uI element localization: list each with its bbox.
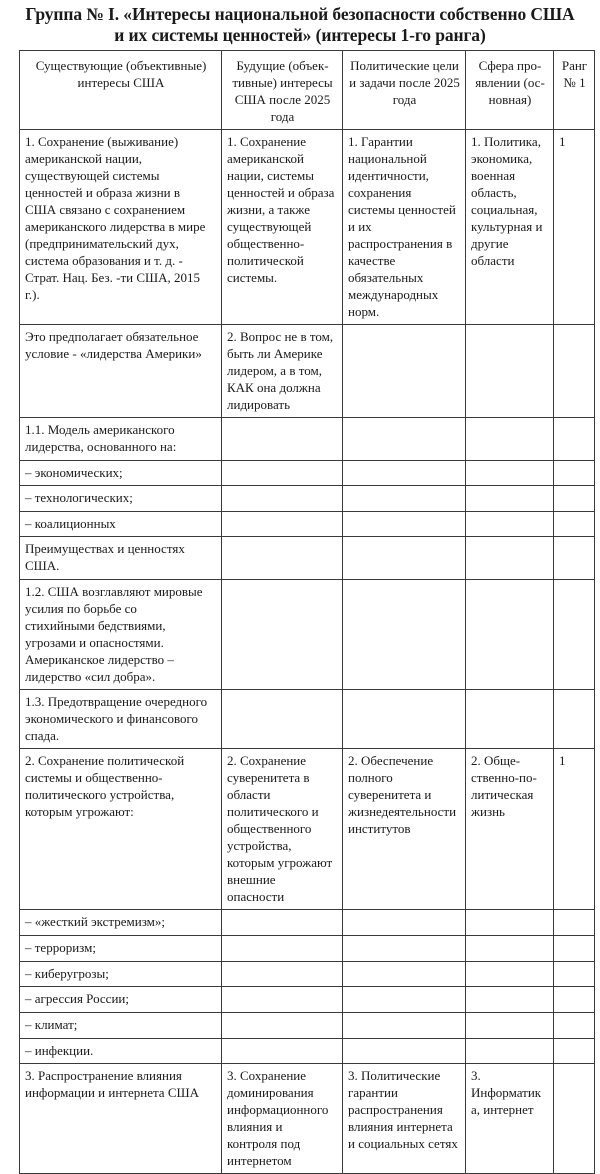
cell-future-interests — [222, 936, 343, 962]
table-row — [20, 1039, 595, 1064]
cell-text: – технологических; — [25, 490, 133, 505]
title-line-1: Группа № I. «Интересы национальной безопасности собственно США — [25, 4, 575, 24]
cell-political-goals — [343, 962, 466, 987]
header-current-interests — [20, 51, 222, 130]
cell-future-interests — [222, 1039, 343, 1064]
cell-current-interests — [20, 910, 222, 936]
cell-text: – «жесткий экстремизм»; — [25, 914, 166, 929]
cell-text: 1.2. США возглавляют мировые усилия по борьбе со стихийными бедствиями, угрозами и опасностями. Американское лидерство – лидерство «сил добра». — [25, 584, 203, 684]
cell-current-interests — [20, 486, 222, 512]
cell-rank — [554, 1013, 595, 1039]
cell-text: 1 — [559, 134, 566, 149]
table-row — [20, 580, 595, 690]
cell-future-interests — [222, 461, 343, 486]
header-rank — [554, 51, 595, 130]
cell-text: – экономических; — [25, 465, 123, 480]
interests-table — [19, 50, 595, 1174]
cell-rank — [554, 130, 595, 325]
cell-rank — [554, 936, 595, 962]
cell-political-goals — [343, 486, 466, 512]
cell-current-interests — [20, 418, 222, 461]
cell-text: 1. Сохранение (выживание) американской нации, существующей системы ценностей и образа жизни в США связано с сохранением американского лидерства в мире (предпринимательский дух, система образования и т. д. - Страт. Нац. Без. -ти США, 2015 г.). — [25, 134, 206, 302]
cell-current-interests — [20, 325, 222, 418]
cell-future-interests — [222, 690, 343, 749]
cell-political-goals — [343, 512, 466, 537]
cell-text: – киберугрозы; — [25, 966, 109, 981]
cell-rank — [554, 962, 595, 987]
cell-future-interests — [222, 130, 343, 325]
cell-current-interests — [20, 461, 222, 486]
table-row — [20, 537, 595, 580]
cell-sphere — [466, 749, 554, 910]
cell-rank — [554, 749, 595, 910]
cell-text: 3. Сохранение доминирования информационного влияния и контроля под интернетом — [227, 1068, 329, 1168]
cell-future-interests — [222, 749, 343, 910]
cell-current-interests — [20, 962, 222, 987]
header-label: Ранг № 1 — [561, 58, 588, 90]
cell-sphere — [466, 690, 554, 749]
cell-political-goals — [343, 910, 466, 936]
cell-future-interests — [222, 537, 343, 580]
cell-text: 2. Сохранение политической системы и общественно- политического устройства, которым угрожают: — [25, 753, 185, 819]
cell-sphere — [466, 1013, 554, 1039]
cell-rank — [554, 690, 595, 749]
cell-text: 1. Политика, экономика, военная область, социальная, культурная и другие области — [471, 134, 543, 268]
cell-sphere — [466, 418, 554, 461]
cell-current-interests — [20, 1064, 222, 1174]
cell-text: 2. Сохранение суверенитета в области политического и общественного устройства, которым угрожают внешние опасности — [227, 753, 333, 904]
cell-rank — [554, 1064, 595, 1174]
header-label: Политические цели и задачи после 2025 года — [349, 58, 460, 107]
cell-political-goals — [343, 1064, 466, 1174]
cell-text: 1. Сохранение американской нации, системы ценностей и образа жизни, а также существующей общественно- политической системы. — [227, 134, 335, 285]
cell-current-interests — [20, 1039, 222, 1064]
cell-sphere — [466, 537, 554, 580]
cell-sphere — [466, 962, 554, 987]
cell-text: 2. Обеспечение полного суверенитета и жизнедеятельности институтов — [348, 753, 457, 836]
cell-text: 1.3. Предотвращение очередного экономического и финансового спада. — [25, 694, 208, 743]
cell-political-goals — [343, 325, 466, 418]
cell-sphere — [466, 987, 554, 1013]
table-row — [20, 987, 595, 1013]
cell-sphere — [466, 910, 554, 936]
cell-current-interests — [20, 537, 222, 580]
cell-text: – климат; — [25, 1017, 78, 1032]
table-row — [20, 512, 595, 537]
table-row — [20, 962, 595, 987]
cell-political-goals — [343, 1039, 466, 1064]
cell-current-interests — [20, 580, 222, 690]
cell-political-goals — [343, 1013, 466, 1039]
cell-text: 1.1. Модель американского лидерства, основанного на: — [25, 422, 177, 454]
table-row — [20, 690, 595, 749]
table-row — [20, 749, 595, 910]
cell-text: – терроризм; — [25, 940, 96, 955]
cell-rank — [554, 1039, 595, 1064]
header-sphere — [466, 51, 554, 130]
cell-text: – инфекции. — [25, 1043, 94, 1058]
cell-future-interests — [222, 962, 343, 987]
cell-current-interests — [20, 1013, 222, 1039]
cell-future-interests — [222, 486, 343, 512]
cell-text: 3. Распространение влияния информации и интернета США — [25, 1068, 200, 1100]
cell-sphere — [466, 130, 554, 325]
table-row — [20, 1064, 595, 1174]
table-row — [20, 910, 595, 936]
cell-text: 3. Политические гарантии распространения влияния интернета и социальных сетях — [348, 1068, 458, 1151]
header-row — [20, 51, 595, 130]
cell-future-interests — [222, 1013, 343, 1039]
cell-future-interests — [222, 987, 343, 1013]
cell-sphere — [466, 325, 554, 418]
cell-political-goals — [343, 987, 466, 1013]
cell-text: – коалиционных — [25, 516, 116, 531]
cell-future-interests — [222, 325, 343, 418]
header-label: Сфера про- явлении (ос- новная) — [475, 58, 545, 107]
cell-political-goals — [343, 690, 466, 749]
header-label: Будущие (объек- тивные) интересы США после 2025 года — [232, 58, 333, 124]
table-row — [20, 325, 595, 418]
cell-rank — [554, 537, 595, 580]
title-line-2: и их системы ценностей» (интересы 1-го ранга) — [114, 25, 486, 45]
cell-text: Преимуществах и ценностях США. — [25, 541, 185, 573]
cell-future-interests — [222, 910, 343, 936]
cell-political-goals — [343, 418, 466, 461]
cell-political-goals — [343, 936, 466, 962]
cell-rank — [554, 580, 595, 690]
cell-current-interests — [20, 987, 222, 1013]
cell-sphere — [466, 1064, 554, 1174]
cell-political-goals — [343, 580, 466, 690]
cell-sphere — [466, 461, 554, 486]
cell-future-interests — [222, 1064, 343, 1174]
table-row — [20, 486, 595, 512]
cell-current-interests — [20, 512, 222, 537]
header-future-interests — [222, 51, 343, 130]
cell-rank — [554, 461, 595, 486]
table-row — [20, 418, 595, 461]
cell-future-interests — [222, 418, 343, 461]
cell-text: 1 — [559, 753, 566, 768]
table-row — [20, 1013, 595, 1039]
cell-text: 1. Гарантии национальной идентичности, сохранения системы ценностей и их распространения в качестве обязательных международных норм. — [348, 134, 456, 319]
table-row — [20, 936, 595, 962]
cell-sphere — [466, 486, 554, 512]
cell-rank — [554, 987, 595, 1013]
cell-current-interests — [20, 936, 222, 962]
cell-rank — [554, 325, 595, 418]
table-row — [20, 461, 595, 486]
cell-political-goals — [343, 749, 466, 910]
cell-current-interests — [20, 749, 222, 910]
cell-political-goals — [343, 130, 466, 325]
cell-political-goals — [343, 537, 466, 580]
cell-rank — [554, 910, 595, 936]
cell-sphere — [466, 512, 554, 537]
cell-text: Это предполагает обязательное условие - «лидерства Америки» — [25, 329, 202, 361]
cell-rank — [554, 418, 595, 461]
document-title — [0, 4, 600, 46]
cell-future-interests — [222, 512, 343, 537]
cell-sphere — [466, 1039, 554, 1064]
cell-text: 3. Информатик а, интернет — [471, 1068, 542, 1117]
cell-current-interests — [20, 690, 222, 749]
cell-text: – агрессия России; — [25, 991, 129, 1006]
cell-rank — [554, 512, 595, 537]
cell-current-interests — [20, 130, 222, 325]
cell-sphere — [466, 580, 554, 690]
cell-future-interests — [222, 580, 343, 690]
header-label: Существующие (объективные) интересы США — [35, 58, 207, 90]
cell-political-goals — [343, 461, 466, 486]
cell-sphere — [466, 936, 554, 962]
cell-rank — [554, 486, 595, 512]
cell-text: 2. Вопрос не в том, быть ли Америке лидером, а в том, КАК она должна лидировать — [227, 329, 334, 412]
cell-text: 2. Обще- ственно-по- литическая жизнь — [471, 753, 537, 819]
header-political-goals — [343, 51, 466, 130]
table-row — [20, 130, 595, 325]
